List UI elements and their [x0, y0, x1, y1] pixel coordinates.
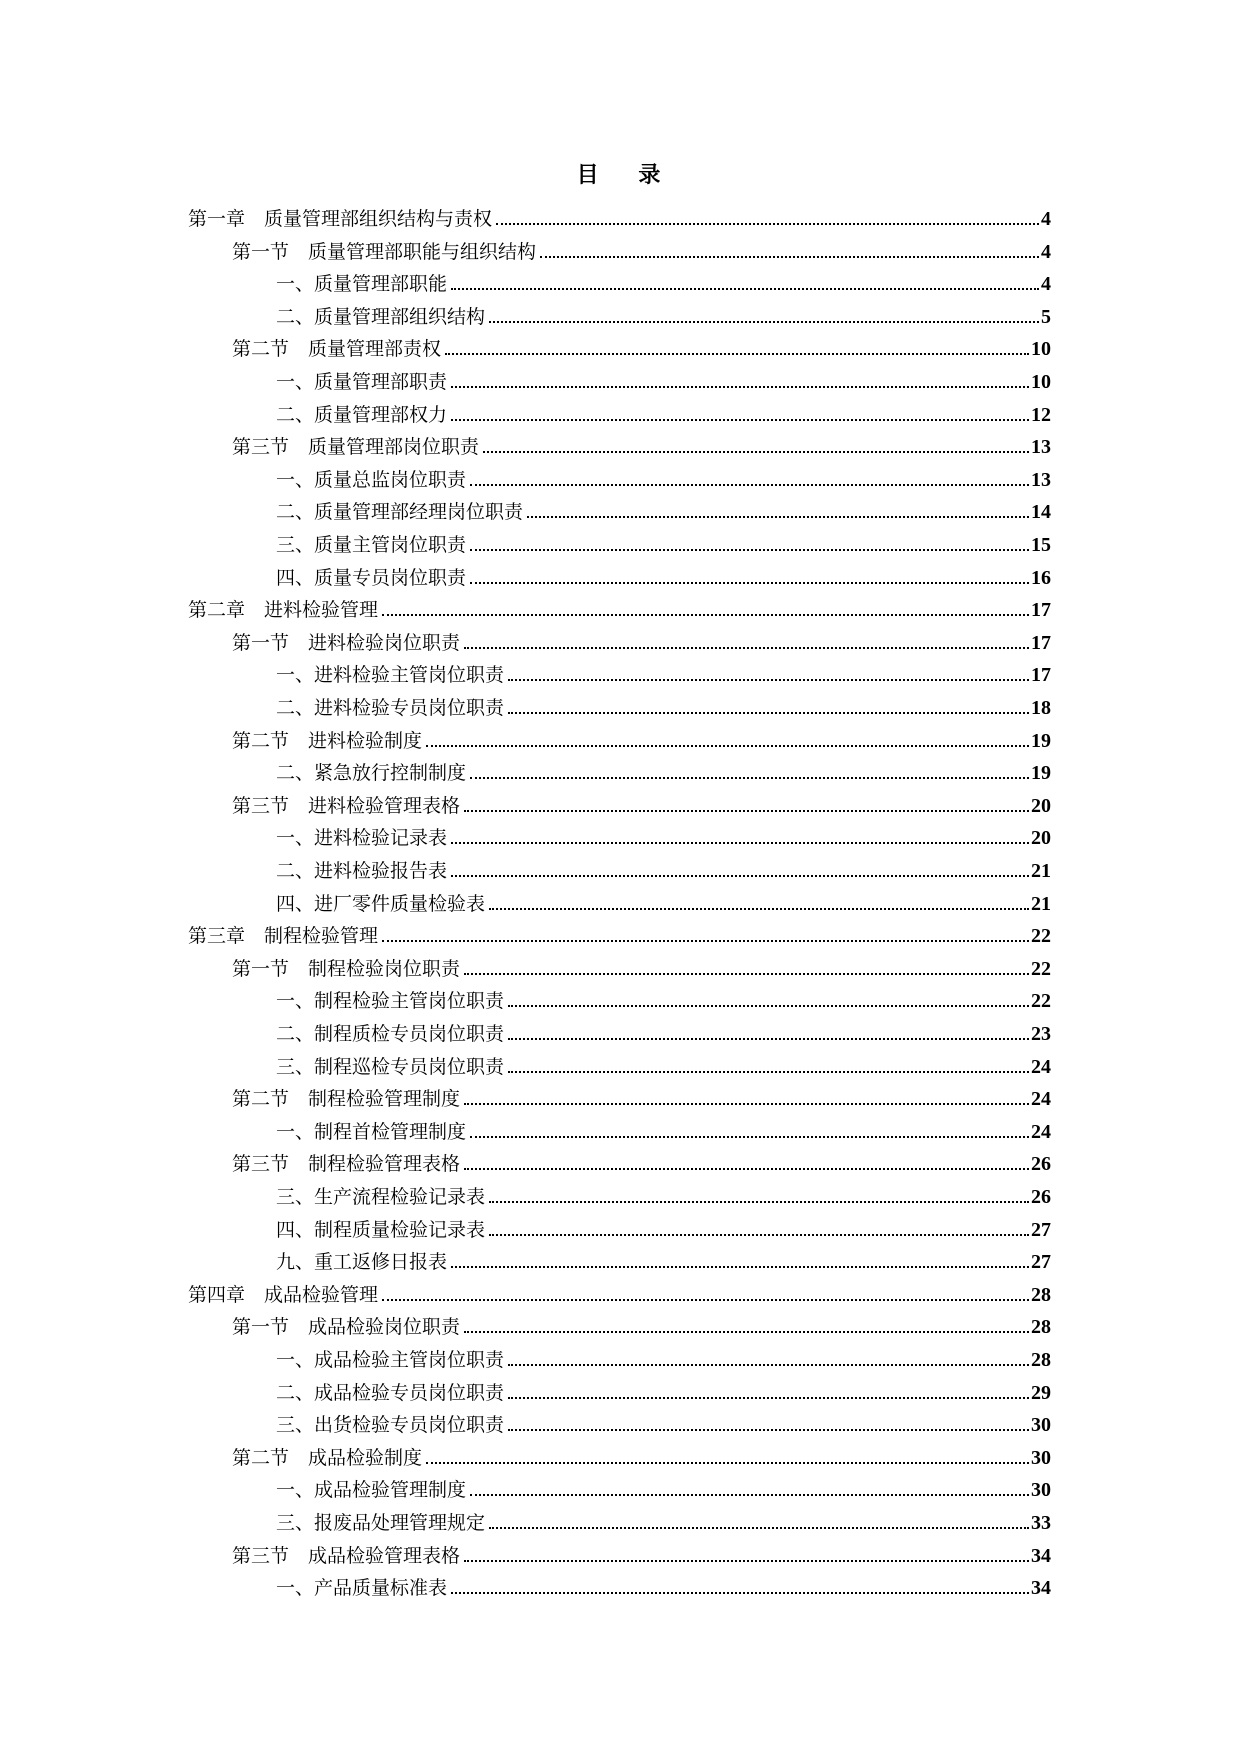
toc-entry[interactable] — [232, 1145, 1051, 1175]
toc-dot-leader — [464, 1103, 1029, 1105]
toc-dot-leader — [508, 1071, 1029, 1073]
toc-entry-label: 二、质量管理部经理岗位职责 — [276, 501, 524, 524]
toc-dot-leader — [451, 288, 1039, 290]
toc-dot-leader — [540, 256, 1039, 258]
toc-entry-page-number: 22 — [1031, 925, 1051, 948]
toc-dot-leader — [470, 777, 1029, 779]
toc-entry[interactable] — [232, 950, 1051, 980]
toc-entry[interactable] — [276, 1406, 1051, 1436]
toc-dot-leader — [451, 842, 1029, 844]
toc-dot-leader — [527, 516, 1029, 518]
toc-dot-leader — [426, 1462, 1029, 1464]
toc-entry[interactable] — [276, 1341, 1051, 1371]
toc-entry-label: 三、生产流程检验记录表 — [276, 1186, 486, 1208]
toc-entry-label: 第四章 成品检验管理 — [188, 1283, 379, 1306]
toc-entry[interactable] — [276, 1471, 1051, 1501]
toc-entry-label: 第一节 进料检验岗位职责 — [232, 631, 461, 654]
toc-entry[interactable] — [232, 330, 1051, 360]
toc-entry-page-number: 24 — [1031, 1120, 1051, 1143]
toc-entry-label: 第一节 制程检验岗位职责 — [232, 957, 461, 980]
toc-dot-leader — [508, 1397, 1029, 1399]
toc-entry-page-number: 24 — [1031, 1088, 1051, 1111]
toc-entry-page-number: 33 — [1031, 1512, 1051, 1534]
toc-entry-page-number: 28 — [1031, 1316, 1051, 1339]
toc-entry-page-number: 4 — [1041, 240, 1051, 263]
toc-entry-page-number: 34 — [1031, 1577, 1051, 1600]
toc-dot-leader — [464, 973, 1029, 975]
toc-entry-label: 第二节 质量管理部责权 — [232, 338, 442, 361]
toc-dot-leader — [489, 908, 1029, 910]
toc-entry-page-number: 13 — [1031, 436, 1051, 459]
toc-entry-page-number: 19 — [1031, 762, 1051, 785]
toc-entry-label: 一、进料检验记录表 — [276, 827, 448, 850]
toc-entry-label: 二、进料检验专员岗位职责 — [276, 697, 505, 719]
toc-entry-label: 第二节 进料检验制度 — [232, 729, 423, 752]
toc-dot-leader — [451, 386, 1029, 388]
toc-entry-page-number: 17 — [1031, 599, 1051, 622]
toc-title: 目 录 — [576, 162, 677, 188]
toc-entry-label: 二、紧急放行控制制度 — [276, 762, 467, 785]
toc-entry-page-number: 17 — [1031, 664, 1051, 687]
toc-entry-label: 一、成品检验管理制度 — [276, 1479, 467, 1502]
toc-dot-leader — [451, 1266, 1029, 1268]
toc-entry-label: 第二节 制程检验管理制度 — [232, 1088, 461, 1111]
toc-dot-leader — [489, 1527, 1029, 1529]
toc-entry-label: 四、制程质量检验记录表 — [276, 1218, 486, 1241]
toc-entry[interactable] — [276, 1211, 1051, 1241]
toc-entry[interactable] — [276, 689, 1051, 719]
toc-entry-page-number: 5 — [1041, 305, 1051, 328]
toc-dot-leader — [451, 419, 1029, 421]
toc-entry-page-number: 16 — [1031, 566, 1051, 589]
toc-entry[interactable] — [276, 1048, 1051, 1078]
toc-entry-page-number: 17 — [1031, 631, 1051, 654]
toc-entry[interactable] — [232, 1308, 1051, 1338]
toc-entry[interactable] — [276, 559, 1051, 589]
toc-entry-label: 三、报废品处理管理规定 — [276, 1512, 486, 1534]
toc-entry[interactable] — [276, 1243, 1051, 1273]
toc-entry-page-number: 22 — [1031, 957, 1051, 980]
toc-entry-page-number: 19 — [1031, 729, 1051, 752]
toc-entry[interactable] — [276, 1113, 1051, 1143]
toc-entry[interactable] — [188, 1276, 1051, 1306]
toc-entry-page-number: 18 — [1031, 697, 1051, 719]
toc-entry-label: 四、进厂零件质量检验表 — [276, 892, 486, 915]
toc-entry[interactable] — [276, 1178, 1051, 1208]
toc-entry-page-number: 21 — [1031, 860, 1051, 882]
toc-entry[interactable] — [276, 1374, 1051, 1404]
toc-entry-label: 第三章 制程检验管理 — [188, 925, 379, 948]
toc-entry[interactable] — [232, 624, 1051, 654]
toc-entry[interactable] — [188, 917, 1051, 947]
toc-entry[interactable] — [232, 787, 1051, 817]
toc-entry-label: 三、制程巡检专员岗位职责 — [276, 1055, 505, 1078]
toc-entry-page-number: 30 — [1031, 1414, 1051, 1437]
toc-entry-page-number: 20 — [1031, 794, 1051, 817]
toc-entry-page-number: 21 — [1031, 892, 1051, 915]
toc-dot-leader — [426, 745, 1029, 747]
toc-entry[interactable] — [232, 428, 1051, 458]
toc-entry-page-number: 12 — [1031, 403, 1051, 426]
toc-entry[interactable] — [276, 982, 1051, 1012]
toc-dot-leader — [489, 1201, 1029, 1203]
toc-entry-label: 第二章 进料检验管理 — [188, 599, 379, 622]
toc-dot-leader — [496, 223, 1039, 225]
toc-entry-page-number: 28 — [1031, 1283, 1051, 1306]
toc-entry[interactable] — [276, 493, 1051, 523]
toc-entry[interactable] — [276, 526, 1051, 556]
toc-entry-label: 一、成品检验主管岗位职责 — [276, 1349, 505, 1371]
toc-entry-label: 第三节 成品检验管理表格 — [232, 1544, 461, 1567]
toc-entry-label: 一、制程检验主管岗位职责 — [276, 990, 505, 1013]
toc-entry-label: 一、质量管理部职责 — [276, 371, 448, 393]
toc-entry[interactable] — [276, 754, 1051, 784]
toc-entry-page-number: 27 — [1031, 1251, 1051, 1274]
toc-entry-page-number: 30 — [1031, 1479, 1051, 1502]
toc-entry-label: 二、质量管理部权力 — [276, 403, 448, 426]
toc-dot-leader — [382, 940, 1029, 942]
toc-entry-label: 一、产品质量标准表 — [276, 1577, 448, 1600]
toc-entry-page-number: 10 — [1031, 371, 1051, 393]
toc-entry-page-number: 13 — [1031, 468, 1051, 491]
toc-entry[interactable] — [276, 1015, 1051, 1045]
toc-entry[interactable] — [276, 363, 1051, 393]
toc-entry-page-number: 20 — [1031, 827, 1051, 850]
toc-entry-page-number: 27 — [1031, 1218, 1051, 1241]
toc-entry-label: 第三节 质量管理部岗位职责 — [232, 436, 480, 459]
toc-dot-leader — [445, 353, 1029, 355]
toc-entry-page-number: 4 — [1041, 273, 1051, 296]
toc-entry-label: 第一节 成品检验岗位职责 — [232, 1316, 461, 1339]
toc-dot-leader — [508, 1005, 1029, 1007]
toc-entry-label: 九、重工返修日报表 — [276, 1251, 448, 1274]
toc-dot-leader — [508, 1038, 1029, 1040]
toc-entry[interactable] — [276, 461, 1051, 491]
toc-entry[interactable] — [232, 722, 1051, 752]
toc-entry-page-number: 28 — [1031, 1349, 1051, 1371]
toc-entry-label: 第三节 进料检验管理表格 — [232, 794, 461, 817]
toc-entry[interactable] — [188, 200, 1051, 230]
toc-entry-label: 一、进料检验主管岗位职责 — [276, 664, 505, 687]
toc-entry[interactable] — [276, 396, 1051, 426]
toc-dot-leader — [489, 1234, 1029, 1236]
toc-entry[interactable] — [276, 885, 1051, 915]
toc-entry-page-number: 15 — [1031, 534, 1051, 556]
toc-entry-page-number: 26 — [1031, 1186, 1051, 1208]
toc-entry-page-number: 29 — [1031, 1381, 1051, 1404]
toc-entry-page-number: 14 — [1031, 501, 1051, 524]
toc-entry[interactable] — [276, 265, 1051, 295]
toc-dot-leader — [470, 582, 1029, 584]
toc-dot-leader — [464, 1168, 1029, 1170]
toc-entry-page-number: 34 — [1031, 1544, 1051, 1567]
toc-entry-page-number: 22 — [1031, 990, 1051, 1013]
toc-dot-leader — [470, 1136, 1029, 1138]
toc-entry-label: 第三节 制程检验管理表格 — [232, 1153, 461, 1176]
toc-dot-leader — [508, 1364, 1029, 1366]
toc-entry-label: 二、进料检验报告表 — [276, 860, 448, 882]
toc-entry[interactable] — [276, 852, 1051, 882]
toc-dot-leader — [382, 1299, 1029, 1301]
toc-entry-label: 一、质量管理部职能 — [276, 273, 448, 296]
toc-entry[interactable] — [276, 1504, 1051, 1534]
toc-dot-leader — [489, 321, 1039, 323]
toc-dot-leader — [464, 810, 1029, 812]
toc-entry[interactable] — [232, 1439, 1051, 1469]
toc-dot-leader — [451, 1592, 1029, 1594]
toc-entry-label: 二、质量管理部组织结构 — [276, 305, 486, 328]
toc-dot-leader — [464, 1560, 1029, 1562]
toc-dot-leader — [508, 1429, 1029, 1431]
toc-entry-label: 三、质量主管岗位职责 — [276, 534, 467, 556]
toc-entry-label: 第一节 质量管理部职能与组织结构 — [232, 240, 537, 263]
toc-entry-page-number: 4 — [1041, 208, 1051, 230]
toc-entry-label: 二、成品检验专员岗位职责 — [276, 1381, 505, 1404]
toc-entry[interactable] — [232, 1537, 1051, 1567]
toc-entry-page-number: 26 — [1031, 1153, 1051, 1176]
toc-entry-label: 一、质量总监岗位职责 — [276, 468, 467, 491]
toc-entry-label: 三、出货检验专员岗位职责 — [276, 1414, 505, 1437]
toc-entry-label: 第一章 质量管理部组织结构与责权 — [188, 208, 493, 230]
toc-dot-leader — [464, 1331, 1029, 1333]
toc-dot-leader — [382, 614, 1029, 616]
toc-entry[interactable] — [276, 819, 1051, 849]
toc-entry-page-number: 23 — [1031, 1023, 1051, 1045]
toc-dot-leader — [464, 647, 1029, 649]
toc-dot-leader — [470, 1494, 1029, 1496]
toc-entry-label: 四、质量专员岗位职责 — [276, 566, 467, 589]
toc-dot-leader — [483, 451, 1029, 453]
toc-entry[interactable] — [276, 656, 1051, 686]
toc-entry-label: 二、制程质检专员岗位职责 — [276, 1023, 505, 1045]
toc-dot-leader — [508, 679, 1029, 681]
toc-dot-leader — [508, 712, 1029, 714]
toc-dot-leader — [470, 484, 1029, 486]
toc-entry[interactable] — [276, 1569, 1051, 1599]
toc-entry[interactable] — [232, 1080, 1051, 1110]
toc-entry[interactable] — [276, 298, 1051, 328]
toc-entry-page-number: 30 — [1031, 1446, 1051, 1469]
toc-entry-page-number: 24 — [1031, 1055, 1051, 1078]
toc-entry[interactable] — [232, 233, 1051, 263]
toc-dot-leader — [470, 549, 1029, 551]
toc-entry[interactable] — [188, 591, 1051, 621]
toc-entry-page-number: 10 — [1031, 338, 1051, 361]
toc-entry-label: 第二节 成品检验制度 — [232, 1446, 423, 1469]
toc-dot-leader — [451, 875, 1029, 877]
toc-entry-label: 一、制程首检管理制度 — [276, 1120, 467, 1143]
